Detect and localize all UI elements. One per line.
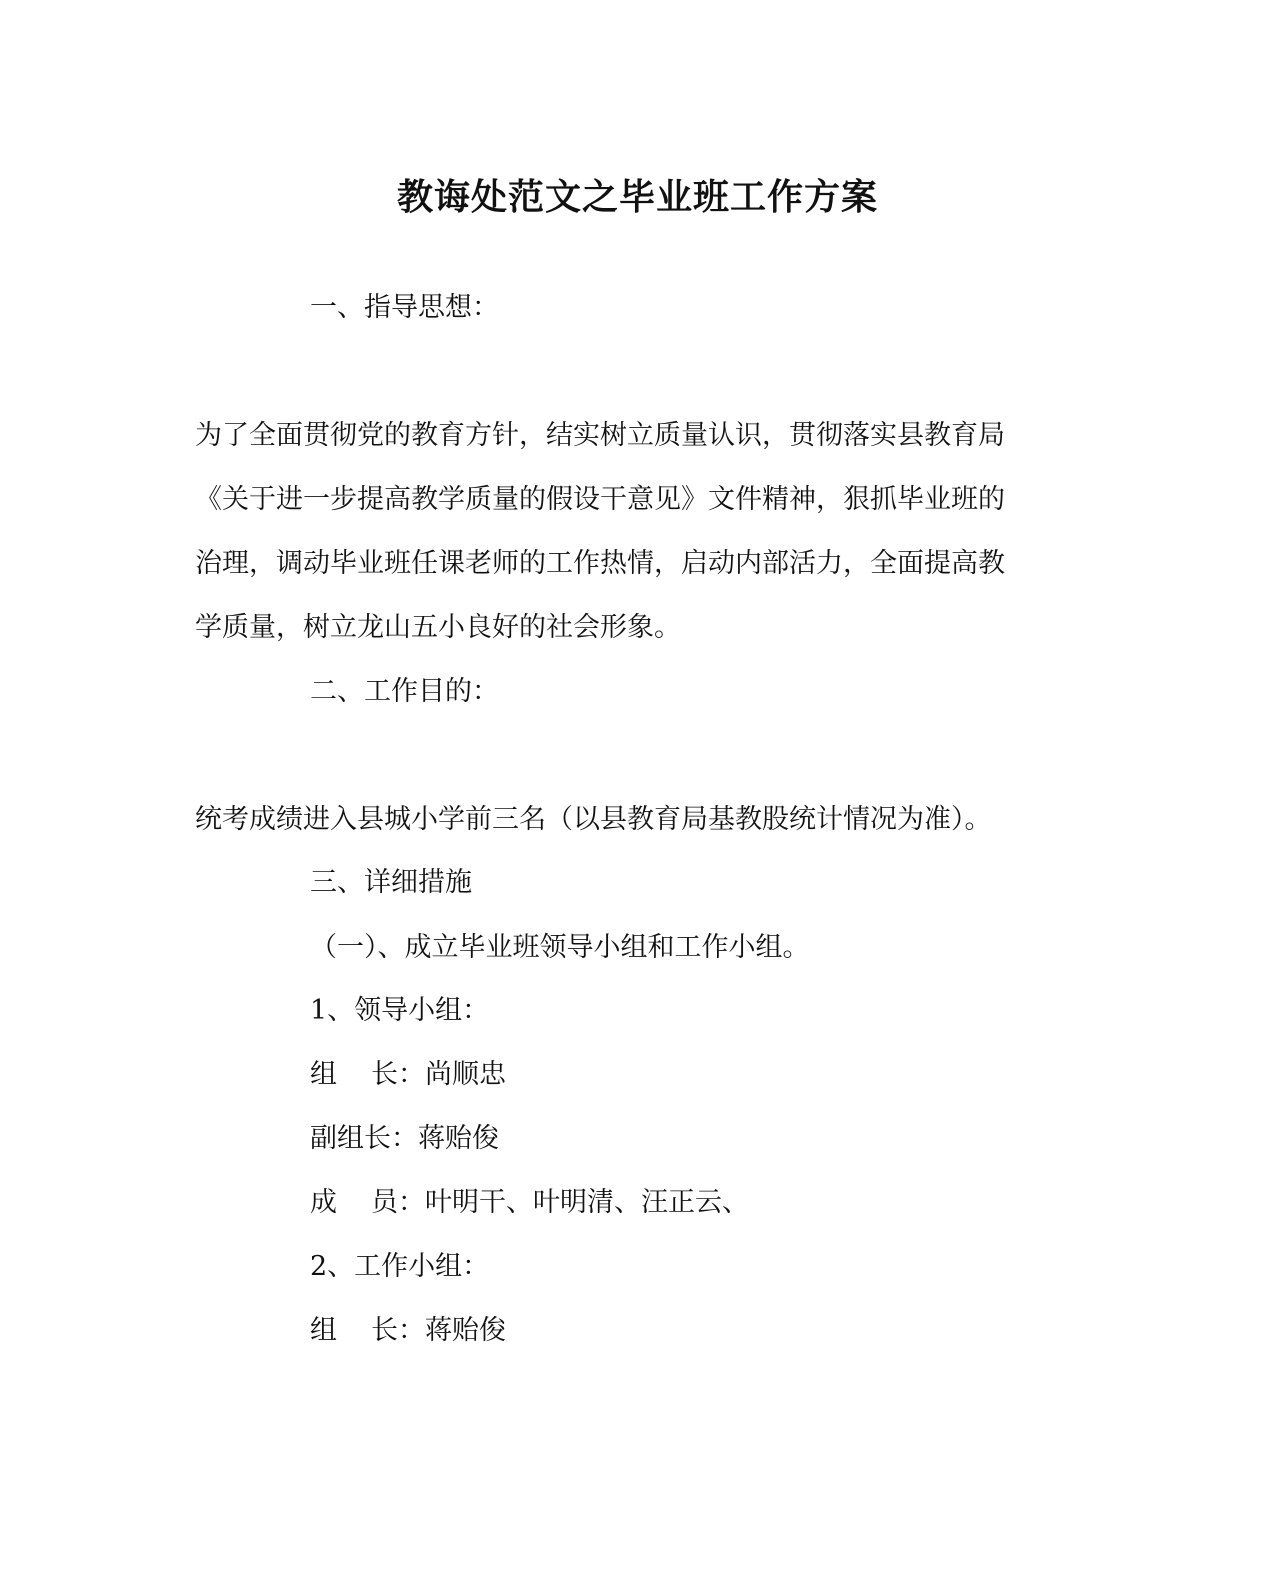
working-leader-label-char-2: 长： [371,1315,425,1346]
section1-body-line-4: 学质量，树立龙山五小良好的社会形象。 [195,612,681,643]
working-leader-label-char-1: 组 [310,1315,337,1346]
deputy-name: 蒋贻俊 [418,1123,499,1154]
section1-body-line-3: 治理，调动毕业班任课老师的工作热情，启动内部活力，全面提高教 [195,548,1005,579]
working-leader-name: 蒋贻俊 [425,1315,506,1346]
section3-heading: 三、详细措施 [310,867,472,898]
leader-label-char-2: 长： [371,1059,425,1090]
section2-heading: 二、工作目的： [310,676,499,707]
leader-name: 尚顺忠 [425,1059,506,1090]
members-label-char-2: 员： [371,1187,425,1218]
section1-heading: 一、指导思想： [310,292,499,323]
section2-body: 统考成绩进入县城小学前三名（以县教育局基教股统计情况为准）。 [195,804,992,835]
section1-body-line-1: 为了全面贯彻党的教育方针，结实树立质量认识，贯彻落实县教育局 [195,420,1005,451]
leading-group-leader-row [310,1055,506,1095]
working-group-heading: 2、工作小组： [310,1251,490,1282]
leading-group-deputy-row [310,1119,499,1159]
leading-group-heading: 1、领导小组： [310,995,490,1026]
working-group-leader-row [310,1311,506,1351]
subsection1-heading: （一）、成立毕业班领导小组和工作小组。 [310,932,810,963]
section1-body-line-2: 《关于进一步提高教学质量的假设干意见》文件精神，狠抓毕业班的 [195,484,1005,515]
members-label-char-1: 成 [310,1187,337,1218]
document-title: 教诲处范文之毕业班工作方案 [396,176,878,218]
leader-label-char-1: 组 [310,1059,337,1090]
leading-group-members-row [310,1183,749,1223]
deputy-label: 副组长： [310,1123,418,1154]
members-names: 叶明干、叶明清、汪正云、 [425,1187,749,1218]
